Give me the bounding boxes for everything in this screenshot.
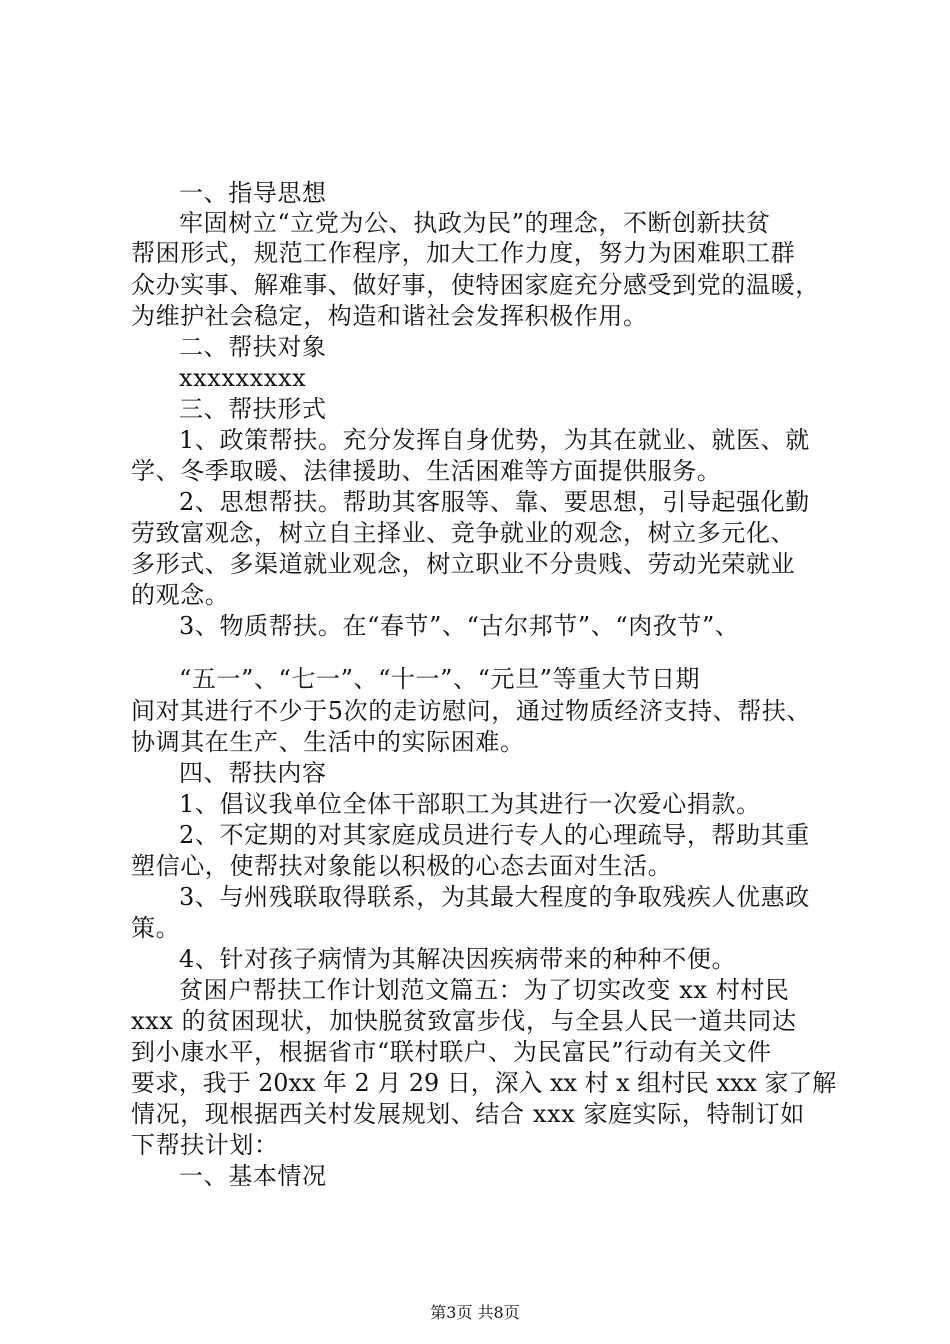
- paragraph-line: 2、思想帮扶。帮助其客服等、靠、要思想，引导起强化勤: [179, 488, 810, 516]
- paragraph-line: 的观念。: [131, 581, 230, 609]
- paragraph-line: 协调其在生产、生活中的实际困难。: [131, 728, 525, 756]
- paragraph-line: xxx 的贫困现状，加快脱贫致富步伐，与全县人民一道共同达: [131, 1007, 797, 1035]
- page-number-footer: 第3页 共8页: [430, 1303, 520, 1322]
- paragraph-line: 贫困户帮扶工作计划范文篇五：为了切实改变 xx 村村民: [179, 976, 790, 1004]
- paragraph-line: 帮困形式，规范工作程序，加大工作力度，努力为困难职工群: [131, 239, 796, 267]
- paragraph-line: xxxxxxxxx: [179, 364, 307, 392]
- paragraph-line: 1、倡议我单位全体干部职工为其进行一次爱心捐款。: [179, 790, 761, 818]
- paragraph-line: 2、不定期的对其家庭成员进行专人的心理疏导，帮助其重: [179, 821, 810, 849]
- paragraph-line: 间对其进行不少于5次的走访慰问，通过物质经济支持、帮扶、: [131, 697, 812, 725]
- paragraph-line: 劳致富观念，树立自主择业、竞争就业的观念，树立多元化、: [131, 519, 796, 547]
- paragraph-line: 下帮扶计划：: [131, 1131, 279, 1159]
- paragraph-line: 1、政策帮扶。充分发挥自身优势，为其在就业、就医、就: [179, 426, 810, 454]
- paragraph-line: 塑信心，使帮扶对象能以积极的心态去面对生活。: [131, 852, 673, 880]
- heading-guiding-thought: 一、指导思想: [179, 179, 327, 207]
- paragraph-line: 要求，我于 20xx 年 2 月 29 日，深入 xx 村 x 组村民 xxx 家了解: [131, 1069, 837, 1097]
- paragraph-line: “五一”、“七一”、“十一”、“元旦”等重大节日期: [179, 665, 701, 693]
- paragraph-line: 3、物质帮扶。在“春节”、“古尔邦节”、“肉孜节”、: [179, 612, 740, 640]
- paragraph-line: 情况，现根据西关村发展规划、结合 xxx 家庭实际，特制订如: [131, 1100, 805, 1128]
- paragraph-line: 3、与州残联取得联系，为其最大程度的争取残疾人优惠政: [179, 883, 810, 911]
- heading-assistance-content: 四、帮扶内容: [179, 759, 327, 787]
- heading-basic-situation: 一、基本情况: [179, 1162, 327, 1190]
- paragraph-line: 为维护社会稳定，构造和谐社会发挥积极作用。: [131, 302, 648, 330]
- paragraph-line: 到小康水平，根据省市“联村联户、为民富民”行动有关文件: [131, 1038, 772, 1066]
- paragraph-line: 学、冬季取暖、法律援助、生活困难等方面提供服务。: [131, 457, 722, 485]
- paragraph-line: 众办实事、解难事、做好事，使特困家庭充分感受到党的温暖，: [131, 271, 820, 299]
- heading-assistance-target: 二、帮扶对象: [179, 333, 327, 361]
- heading-assistance-form: 三、帮扶形式: [179, 395, 327, 423]
- paragraph-line: 牢固树立“立党为公、执政为民”的理念，不断创新扶贫: [179, 209, 771, 237]
- paragraph-line: 多形式、多渠道就业观念，树立职业不分贵贱、劳动光荣就业: [131, 550, 796, 578]
- paragraph-line: 策。: [131, 914, 181, 942]
- paragraph-line: 4、针对孩子病情为其解决因疾病带来的种种不便。: [179, 945, 737, 973]
